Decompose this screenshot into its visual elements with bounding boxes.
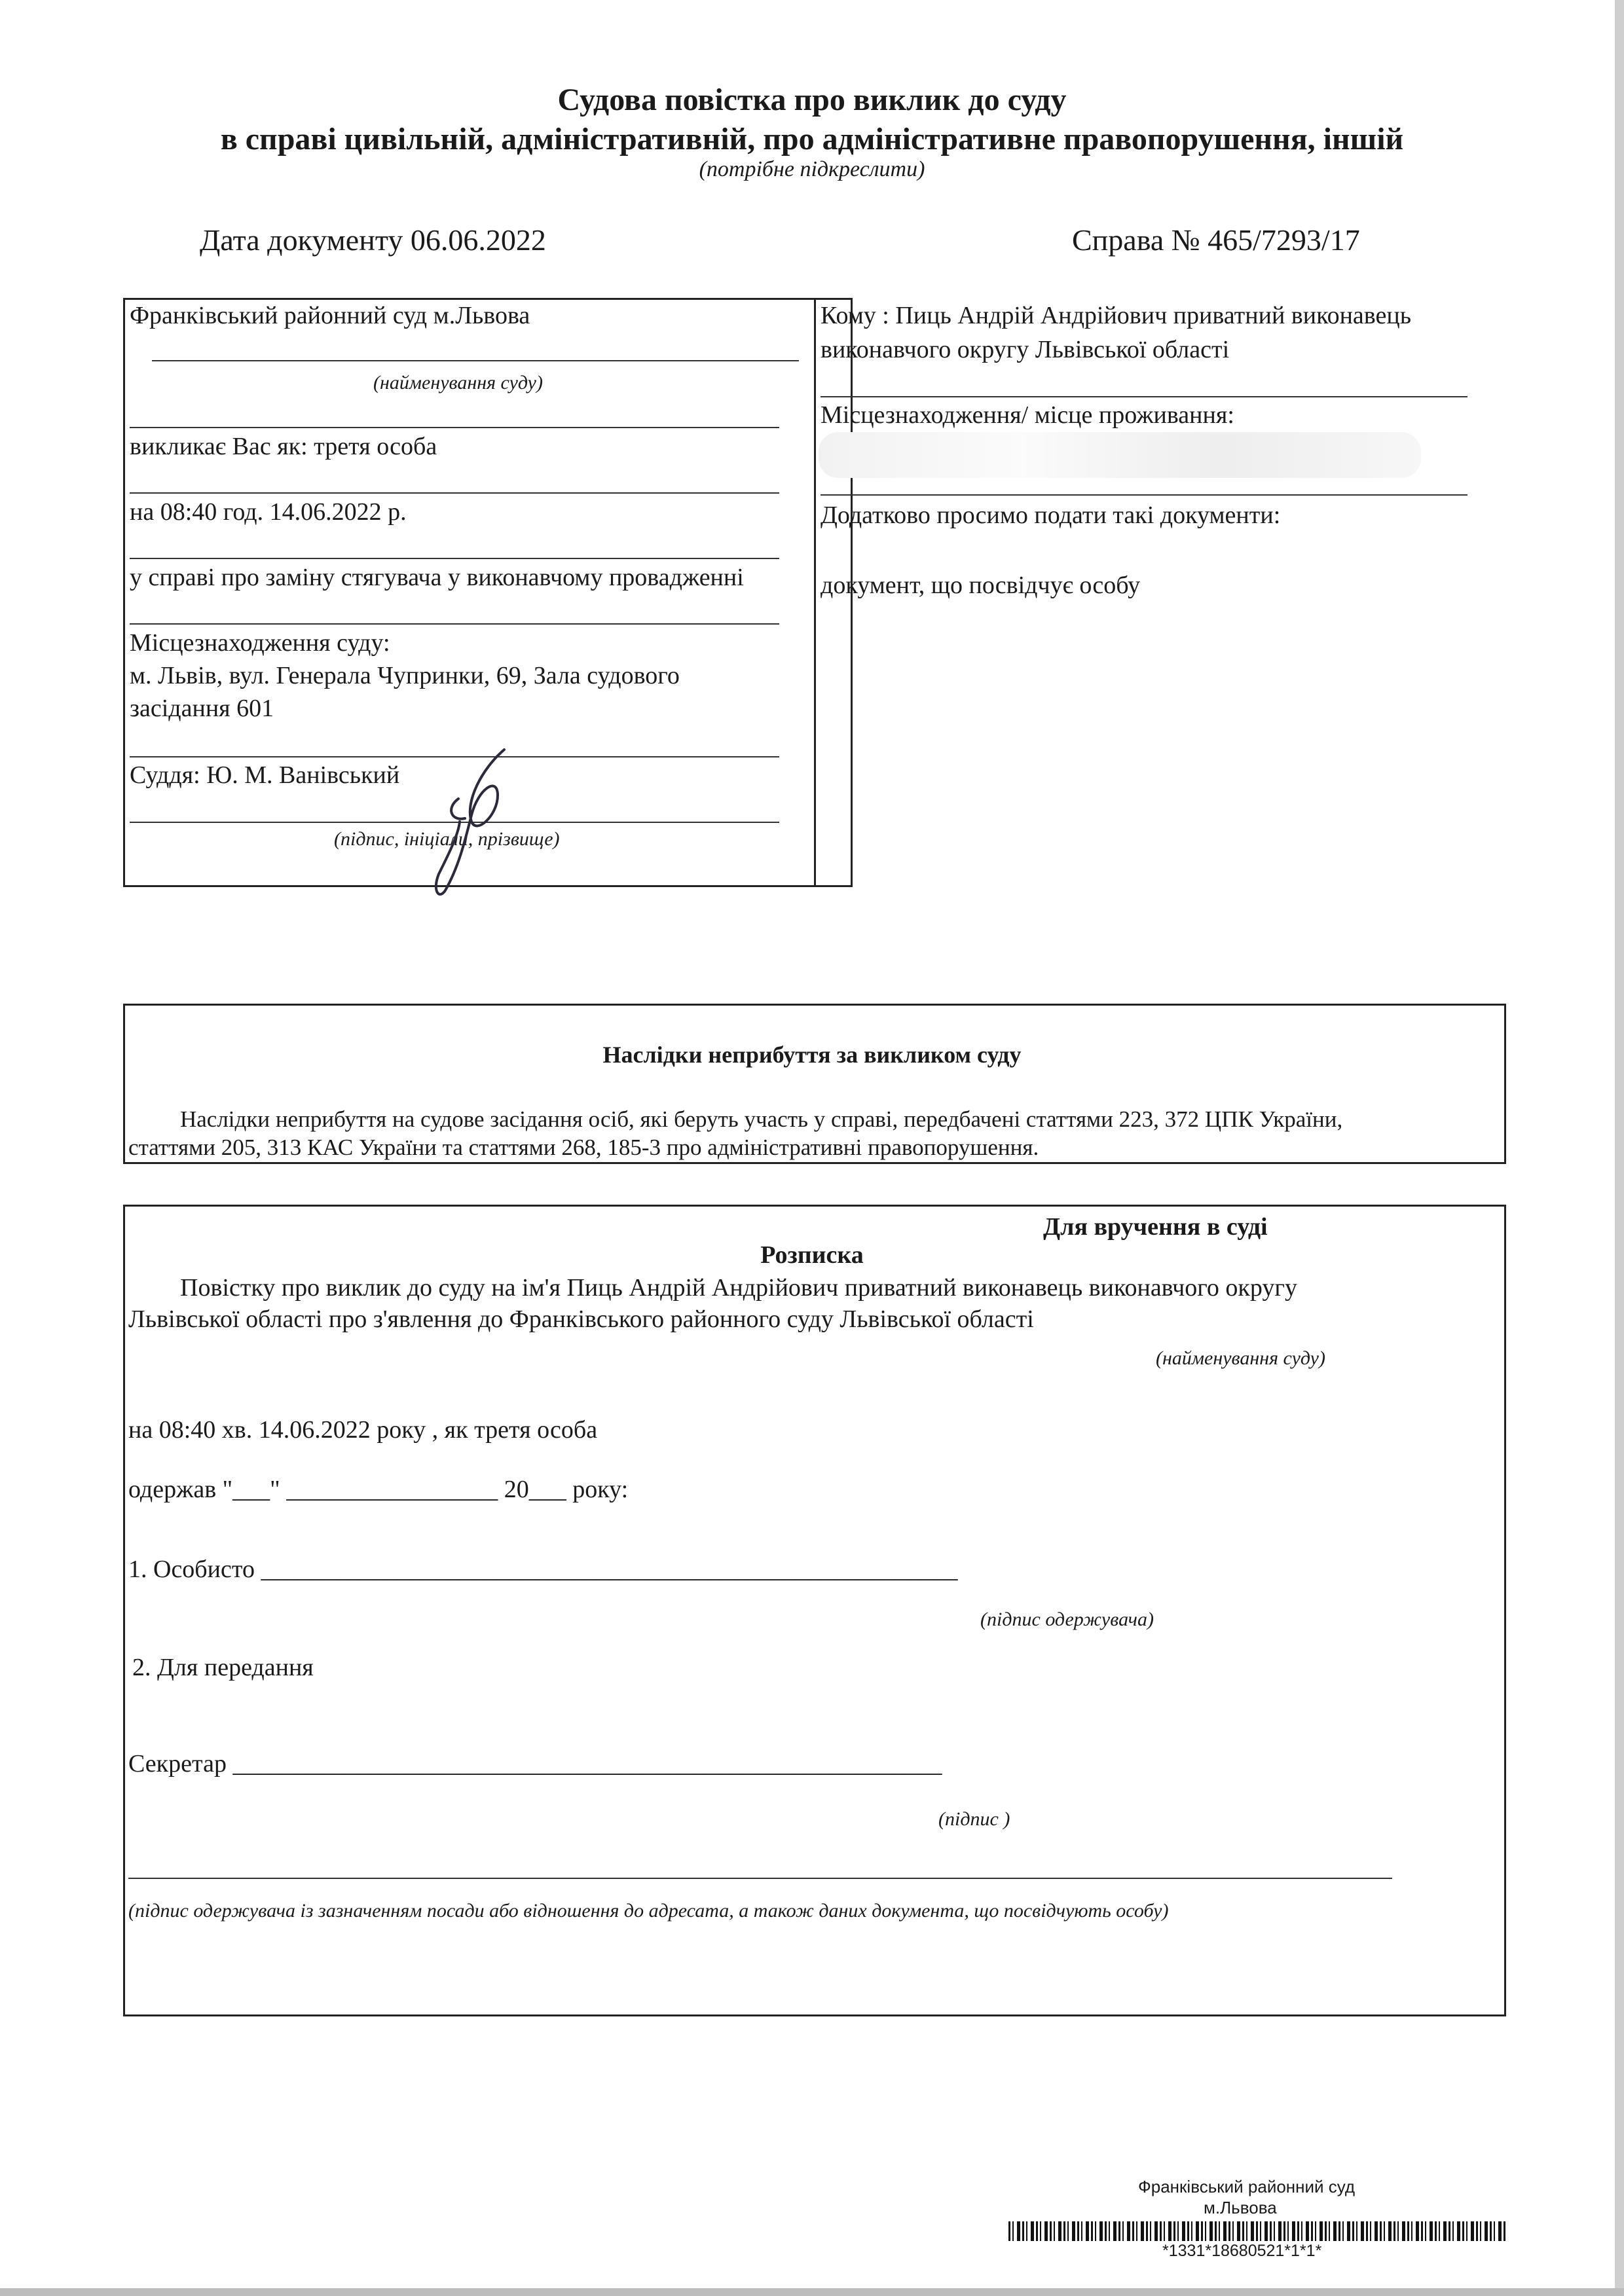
court-name: Франківський районний суд м.Львова	[130, 302, 530, 329]
receipt-court-hint: (найменування суду)	[1156, 1347, 1325, 1369]
receipt-title: Розписка	[760, 1241, 864, 1269]
recipient-underline	[821, 396, 1467, 397]
time-underline	[130, 558, 779, 559]
court-location-line-1: м. Львів, вул. Генерала Чупринки, 69, Зала судового	[130, 662, 680, 689]
court-location-label: Місцезнаходження суду:	[130, 629, 390, 657]
recipient-signature-underline	[128, 1878, 1392, 1879]
barcode-number: *1331*18680521*1*1*	[1162, 2242, 1322, 2260]
address-underline	[821, 494, 1467, 496]
receipt-received-date: одержав "___" _________________ 20___ року:	[128, 1476, 629, 1503]
transfer-label: 2. Для передання	[132, 1654, 314, 1681]
column-divider	[814, 298, 816, 887]
title-line-2: в справі цивільній, адміністративній, про адміністративне правопорушення, іншій	[220, 122, 1404, 156]
judge-name: Суддя: Ю. М. Ванівський	[130, 761, 400, 789]
signature-hint: (підпис, ініціали, прізвище)	[334, 828, 560, 850]
for-court-label: Для вручення в суді	[1043, 1213, 1268, 1241]
secretary-signature-line: Секретар _________________________________________________________	[128, 1750, 942, 1777]
title-line-1: Судова повістка про виклик до суду	[557, 82, 1067, 117]
footer-court-line-1: Франківський районний суд	[1138, 2177, 1356, 2196]
address-redaction	[819, 432, 1421, 478]
court-hint-underline	[130, 427, 779, 428]
subject-underline	[130, 623, 779, 625]
court-location-line-2: засідання 601	[130, 695, 274, 722]
case-number: Справа № 465/7293/17	[1072, 223, 1360, 257]
scan-edge-right	[1615, 0, 1624, 2296]
title-note: (потрібне підкреслити)	[699, 157, 925, 181]
recipient-line-1: Кому : Пиць Андрій Андрійович приватний виконавець	[821, 302, 1412, 329]
summons-role: викликає Вас як: третя особа	[130, 433, 437, 460]
receipt-time: на 08:40 хв. 14.06.2022 року , як третя особа	[128, 1416, 598, 1444]
personal-signature-line: 1. Особисто ________________________________________________________	[128, 1556, 958, 1583]
documents-value: документ, що посвідчує особу	[821, 572, 1141, 599]
recipient-line-2: виконавчого округу Львівської області	[821, 336, 1230, 363]
footer-court-line-2: м.Львова	[1204, 2198, 1277, 2217]
hearing-time: на 08:40 год. 14.06.2022 р.	[130, 498, 407, 526]
role-underline	[130, 492, 779, 494]
secretary-signature-hint: (підпис )	[938, 1808, 1010, 1830]
personal-signature-hint: (підпис одержувача)	[980, 1609, 1154, 1630]
receipt-text-1: Повістку про виклик до суду на ім'я Пиць Андрій Андрійович приватний виконавець виконавчого округу	[180, 1274, 1297, 1302]
recipient-signature-hint: (підпис одержувача із зазначенням посади або відношення до адресата, а також даних документа, що посвідчують особу)	[128, 1900, 1169, 1922]
judge-signature	[419, 743, 537, 900]
case-subject: у справі про заміну стягувача у виконавчому провадженні	[130, 564, 744, 591]
address-label: Місцезнаходження/ місце проживання:	[821, 401, 1234, 429]
document-date: Дата документу 06.06.2022	[200, 223, 546, 257]
documents-label: Додатково просимо подати такі документи:	[821, 501, 1281, 529]
court-name-underline	[152, 360, 799, 361]
receipt-text-2: Львівської області про з'явлення до Франківського районного суду Львівської області	[128, 1305, 1034, 1333]
court-name-hint: (найменування суду)	[373, 372, 543, 393]
consequences-text-1: Наслідки неприбуття на судове засідання осіб, які беруть участь у справі, передбачені статтями 223, 372 ЦПК України,	[180, 1106, 1343, 1132]
barcode	[1008, 2221, 1506, 2241]
consequences-title: Наслідки неприбуття за викликом суду	[602, 1042, 1022, 1068]
consequences-text-2: статтями 205, 313 КАС України та статтями 268, 185-3 про адміністративні правопорушення.	[128, 1135, 1039, 1160]
scan-edge-bottom	[0, 2288, 1624, 2296]
